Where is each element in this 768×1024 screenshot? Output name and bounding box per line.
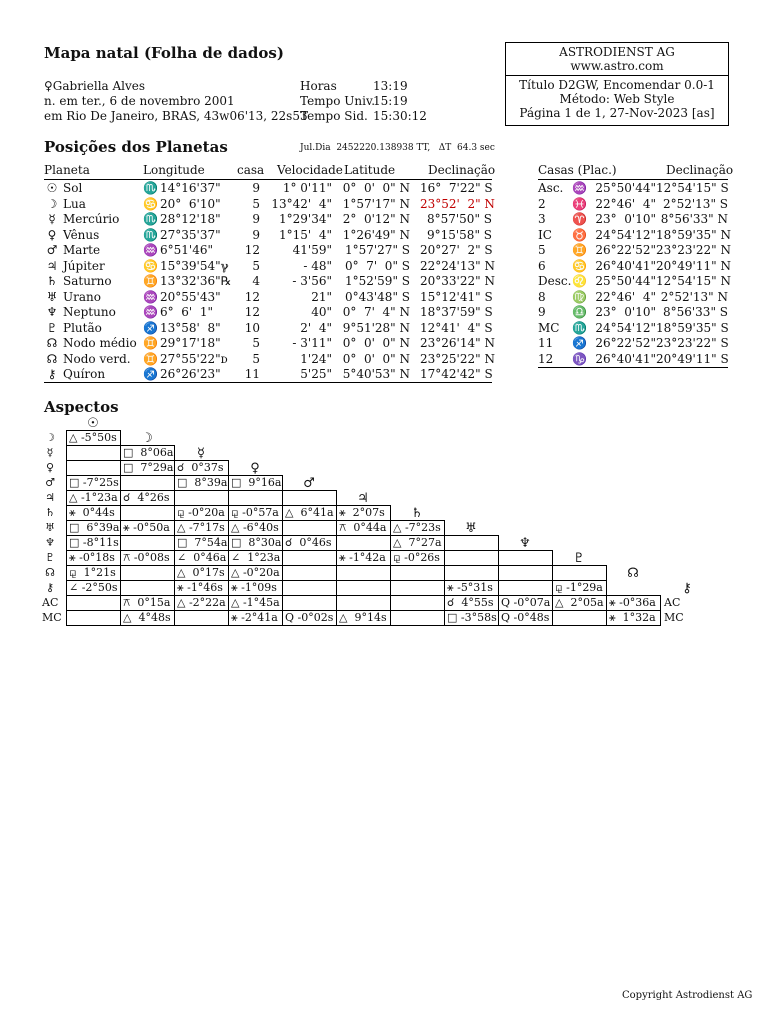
planet-longitude: 27°55'22"ᴅ: [160, 351, 228, 366]
house-longitude: 25°50'44": [595, 181, 656, 195]
house-longitude: 22°46' 4": [595, 289, 656, 304]
aspect-cell: [120, 475, 175, 491]
planet-name: Nodo médio: [63, 336, 137, 350]
col-header-house: casa: [237, 163, 265, 177]
aspect-cell: ☌ 4°26s: [120, 490, 175, 506]
planet-glyph: ☊: [46, 336, 58, 350]
aspect-cell: [282, 550, 337, 566]
planet-glyph: ♄: [46, 274, 58, 288]
planet-declination: 18°37'59" S: [420, 305, 493, 319]
planet-latitude: 0° 0' 0" N: [342, 336, 410, 350]
house-name: 2: [538, 196, 546, 211]
time-value-ut: 15:19: [373, 94, 408, 108]
house-declination: 2°52'13" N: [660, 289, 728, 304]
planet-latitude: 0°43'48" S: [344, 289, 410, 304]
aspect-cell: △ 6°41a: [282, 505, 337, 521]
planet-sign: ♒: [143, 289, 158, 304]
house-sign: ♐: [572, 336, 587, 350]
aspect-col-glyph: ⚷: [682, 581, 692, 596]
planet-speed: 1°15' 4": [279, 227, 332, 242]
time-value-hours: 13:19: [373, 79, 408, 93]
aspect-cell: ⚼ -0°20a: [174, 505, 229, 521]
aspect-cell: □ 6°39a: [66, 520, 121, 536]
house-sign: ♍: [572, 289, 587, 304]
aspect-cell: [444, 565, 499, 581]
aspect-cell: △ 2°05a: [552, 595, 607, 611]
aspect-cell: ⚹ -1°46s: [174, 580, 229, 596]
planet-glyph: ☿: [48, 212, 56, 226]
aspect-cell: [282, 595, 337, 611]
planet-longitude: 20° 6'10": [160, 196, 221, 211]
planet-speed: 40": [311, 305, 332, 319]
planet-longitude: 15°39'54"ℽ: [160, 258, 229, 273]
planet-house: 5: [252, 258, 260, 273]
planet-glyph: ♃: [46, 258, 58, 273]
house-declination: 20°49'11" N: [656, 258, 731, 273]
planet-house: 12: [244, 243, 260, 257]
aspect-cell: [66, 610, 121, 626]
planet-house: 12: [244, 289, 260, 304]
aspect-cell: [444, 550, 499, 566]
positions-bottom-rule: [44, 382, 492, 383]
aspect-row-glyph: ♃: [45, 491, 55, 504]
aspect-col-glyph: ♂: [303, 476, 315, 491]
aspect-cell: [390, 580, 445, 596]
house-longitude: 25°50'44": [595, 274, 656, 288]
aspect-cell: [336, 580, 391, 596]
planet-longitude: 13°32'36"℞: [160, 274, 232, 288]
aspect-cell: [120, 580, 175, 596]
planet-declination: 9°15'58" S: [426, 227, 492, 242]
aspect-cell: [336, 565, 391, 581]
aspect-row-glyph: ☿: [46, 446, 54, 459]
aspect-cell: ☌ 0°37s: [174, 460, 229, 476]
planet-longitude: 26°26'23": [160, 367, 221, 381]
house-declination: 12°54'15" N: [656, 274, 731, 288]
house-longitude: 23° 0'10": [595, 212, 656, 226]
houses-header-rule: [538, 179, 728, 180]
house-declination: 18°59'35" N: [656, 227, 731, 242]
aspect-col-glyph: ☉: [87, 416, 99, 431]
planet-speed: - 3'11": [292, 336, 332, 350]
aspect-cell: ☌ 0°46s: [282, 535, 337, 551]
company-url[interactable]: www.astro.com: [570, 59, 664, 73]
planet-sign: ♊: [143, 274, 158, 288]
planet-longitude: 28°12'18": [160, 212, 221, 226]
aspect-col-glyph: ♆: [519, 536, 531, 551]
aspect-cell: ⚹ -5°31s: [444, 580, 499, 596]
planet-glyph: ♂: [46, 243, 58, 257]
planet-house: 9: [252, 227, 260, 242]
house-longitude: 23° 0'10": [595, 305, 656, 319]
col-header-latitude: Latitude: [344, 163, 396, 177]
planet-latitude: 1°52'59" S: [344, 274, 410, 288]
aspect-row-glyph: AC: [42, 596, 59, 609]
planet-declination: 23°26'14" N: [420, 336, 495, 350]
aspect-cell: [336, 595, 391, 611]
planet-speed: 13°42' 4": [271, 196, 332, 211]
col-header-house-declination: Declinação: [666, 163, 734, 177]
planet-glyph: ♇: [46, 320, 58, 335]
planet-longitude: 27°35'37": [160, 227, 221, 242]
aspect-cell: △ -2°22a: [174, 595, 229, 611]
aspect-cell: ⚹ 1°32a: [606, 610, 661, 626]
planet-declination: 22°24'13" N: [420, 258, 495, 273]
planet-speed: 1° 0'11": [282, 181, 332, 195]
aspect-cell: △ 4°48s: [120, 610, 175, 626]
aspect-cell: ⚹ -1°09s: [228, 580, 283, 596]
aspect-cell: △ -0°20a: [228, 565, 283, 581]
planet-name: Neptuno: [63, 305, 116, 319]
house-sign: ♎: [572, 305, 587, 319]
planet-speed: - 48": [303, 258, 332, 273]
house-longitude: 24°54'12": [595, 227, 656, 242]
planet-declination: 17°42'42" S: [420, 367, 493, 381]
aspect-cell: △ -7°23s: [390, 520, 445, 536]
aspect-cell: △ -1°45a: [228, 595, 283, 611]
aspect-cell: [120, 505, 175, 521]
positions-header-rule: [44, 179, 492, 180]
aspect-cell: △ -7°17s: [174, 520, 229, 536]
planet-name: Mercúrio: [63, 212, 120, 226]
aspect-row-glyph: ♀: [45, 461, 55, 474]
birth-place: em Rio De Janeiro, BRAS, 43w06'13, 22s53: [44, 109, 308, 123]
planet-sign: ♒: [143, 243, 158, 257]
aspect-cell: [282, 490, 337, 506]
aspect-cell: [336, 535, 391, 551]
house-longitude: 26°40'41": [595, 258, 656, 273]
aspect-cell: [282, 565, 337, 581]
house-name: Desc.: [538, 274, 572, 288]
aspect-cell: [120, 565, 175, 581]
planet-latitude: 9°51'28" N: [342, 320, 410, 335]
house-name: 11: [538, 336, 554, 350]
aspect-cell: □ 8°30a: [228, 535, 283, 551]
aspect-cell: ⚹ -1°42a: [336, 550, 391, 566]
aspect-row-glyph: ♇: [45, 551, 55, 564]
planet-speed: 1'24": [300, 351, 332, 366]
aspect-row-glyph-right: AC: [664, 596, 681, 609]
aspect-cell: ⚼ -1°29a: [552, 580, 607, 596]
aspect-row-glyph: ⚷: [45, 581, 55, 594]
house-declination: 2°52'13" S: [662, 196, 728, 211]
aspect-cell: ⚹ 0°44s: [66, 505, 121, 521]
planet-latitude: 0° 7' 4" N: [342, 305, 410, 319]
time-label-sid: Tempo Sid.: [300, 109, 368, 123]
aspect-row-glyph: MC: [42, 611, 62, 624]
planet-sign: ♒: [143, 305, 158, 319]
planet-name: Saturno: [63, 274, 112, 288]
house-name: 8: [538, 289, 546, 304]
aspect-row-glyph: ♅: [45, 521, 55, 534]
house-declination: 18°59'35" S: [656, 320, 729, 335]
aspect-cell: ⚹ -0°50a: [120, 520, 175, 536]
planet-latitude: 0° 0' 0" N: [342, 351, 410, 366]
aspect-row-glyph: ☊: [45, 566, 55, 579]
aspect-cell: [66, 595, 121, 611]
planet-latitude: 0° 7' 0" S: [344, 258, 410, 273]
aspect-cell: □ 9°16a: [228, 475, 283, 491]
col-header-planet: Planeta: [44, 163, 90, 177]
aspect-cell: [552, 565, 607, 581]
planet-longitude: 6°51'46": [160, 243, 213, 257]
page-title: Mapa natal (Folha de dados): [44, 44, 284, 62]
aspect-row-glyph: ♄: [45, 506, 55, 519]
planet-latitude: 1°26'49" N: [342, 227, 410, 242]
planet-declination: 15°12'41" S: [420, 289, 493, 304]
house-name: 6: [538, 258, 546, 273]
planet-sign: ♋: [143, 196, 158, 211]
aspect-cell: ⚼ -0°57a: [228, 505, 283, 521]
aspect-cell: [120, 535, 175, 551]
aspect-cell: [498, 550, 553, 566]
house-sign: ♈: [572, 212, 587, 226]
house-longitude: 26°40'41": [595, 351, 656, 366]
planet-house: 11: [244, 367, 260, 381]
aspect-cell: [66, 460, 121, 476]
planet-sign: ♋: [143, 258, 158, 273]
house-longitude: 22°46' 4": [595, 196, 656, 211]
planet-latitude: 0° 0' 0" N: [342, 181, 410, 195]
aspect-cell: [390, 595, 445, 611]
aspect-cell: [444, 535, 499, 551]
planet-sign: ♏: [143, 227, 158, 242]
planet-longitude: 6° 6' 1": [160, 305, 213, 319]
aspect-cell: ⚼ -0°26s: [390, 550, 445, 566]
aspect-col-glyph: ☽: [141, 431, 153, 446]
planet-house: 5: [252, 196, 260, 211]
house-name: 3: [538, 212, 546, 226]
house-declination: 20°49'11" S: [656, 351, 729, 366]
planet-house: 9: [252, 181, 260, 195]
person-name: ♀Gabriella Alves: [44, 79, 146, 93]
house-name: 5: [538, 243, 546, 257]
aspect-row-glyph: ♆: [45, 536, 55, 549]
aspect-cell: ⚹ 2°07s: [336, 505, 391, 521]
aspect-col-glyph: ♃: [357, 491, 369, 506]
time-label-hours: Horas: [300, 79, 337, 93]
house-name: IC: [538, 227, 552, 242]
planet-latitude: 1°57'27" S: [344, 243, 410, 257]
house-sign: ♉: [572, 227, 587, 242]
col-header-declination: Declinação: [428, 163, 496, 177]
aspect-cell: ⚹ -0°18s: [66, 550, 121, 566]
house-declination: 8°56'33" N: [660, 212, 728, 226]
planet-house: 9: [252, 212, 260, 226]
col-header-longitude: Longitude: [143, 163, 205, 177]
aspect-cell: [66, 445, 121, 461]
planet-sign: ♊: [143, 351, 158, 366]
planet-glyph: ♆: [46, 305, 58, 319]
aspect-col-glyph: ♇: [573, 551, 585, 566]
planet-latitude: 2° 0'12" N: [342, 212, 410, 226]
aspect-cell: □ 8°06a: [120, 445, 175, 461]
planet-glyph: ⚷: [47, 367, 57, 381]
house-name: 9: [538, 305, 546, 319]
planet-longitude: 13°58' 8": [160, 320, 221, 335]
house-sign: ♊: [572, 243, 587, 257]
aspect-row-glyph: ♂: [45, 476, 55, 489]
page-info: Página 1 de 1, 27-Nov-2023 [as]: [519, 106, 715, 120]
birth-date: n. em ter., 6 de novembro 2001: [44, 94, 235, 108]
planet-speed: 41'59": [292, 243, 332, 257]
aspect-cell: □ -8°11s: [66, 535, 121, 551]
aspect-cell: Q -0°02s: [282, 610, 337, 626]
houses-bottom-rule: [538, 367, 728, 368]
aspect-cell: Q -0°07a: [498, 595, 553, 611]
company-name: ASTRODIENST AG: [559, 45, 675, 59]
aspect-cell: [390, 610, 445, 626]
planet-house: 12: [244, 305, 260, 319]
order-title: Título D2GW, Encomendar 0.0-1: [519, 78, 715, 92]
aspect-cell: [174, 490, 229, 506]
astrodienst-infobox: [505, 42, 729, 126]
house-sign: ♏: [572, 320, 587, 335]
aspect-cell: △ -1°23a: [66, 490, 121, 506]
aspects-title: Aspectos: [44, 398, 119, 416]
aspect-row-glyph: ☽: [45, 431, 55, 444]
aspect-cell: ∠ 0°46a: [174, 550, 229, 566]
aspect-cell: □ 8°39a: [174, 475, 229, 491]
aspect-cell: △ -5°50s: [66, 430, 121, 446]
aspect-cell: [498, 580, 553, 596]
house-name: Asc.: [538, 181, 564, 195]
planet-name: Urano: [63, 289, 101, 304]
aspect-cell: ⚼ 1°21s: [66, 565, 121, 581]
house-declination: 12°54'15" S: [656, 181, 729, 195]
aspect-col-glyph: ♄: [411, 506, 423, 521]
planet-speed: 21": [311, 289, 332, 304]
aspect-cell: △ 0°17s: [174, 565, 229, 581]
col-header-speed: Velocidade: [277, 163, 343, 177]
planet-sign: ♐: [143, 367, 158, 381]
planet-declination: 20°27' 2" S: [420, 243, 493, 257]
julian-day: Jul.Dia 2452220.138938 TT, ΔT 64.3 sec: [300, 143, 495, 153]
aspect-cell: ⚹ -0°36a: [606, 595, 661, 611]
aspect-cell: ⚹ -2°41a: [228, 610, 283, 626]
house-name: MC: [538, 320, 560, 335]
col-header-houses: Casas (Plac.): [538, 163, 617, 177]
house-longitude: 26°22'52": [595, 243, 656, 257]
house-declination: 8°56'33" S: [662, 305, 728, 319]
aspect-cell: □ 7°54a: [174, 535, 229, 551]
planet-glyph: ♅: [46, 289, 58, 304]
planet-speed: 1°29'34": [279, 212, 332, 226]
planet-declination: 12°41' 4" S: [420, 320, 493, 335]
planet-house: 4: [252, 274, 260, 288]
aspect-col-glyph: ☿: [197, 446, 205, 461]
house-name: 12: [538, 351, 554, 366]
aspect-cell: ⚻ 0°44a: [336, 520, 391, 536]
planet-name: Marte: [63, 243, 101, 257]
house-longitude: 26°22'52": [595, 336, 656, 350]
planet-name: Lua: [63, 196, 86, 211]
aspect-cell: [390, 565, 445, 581]
planet-house: 10: [244, 320, 260, 335]
aspect-row-glyph-right: MC: [664, 611, 684, 624]
planet-speed: 2' 4": [300, 320, 332, 335]
time-value-sid: 15:30:12: [373, 109, 427, 123]
aspect-cell: ⚻ 0°15a: [120, 595, 175, 611]
aspect-cell: [498, 565, 553, 581]
aspect-cell: □ -7°25s: [66, 475, 121, 491]
aspect-cell: ∠ 1°23a: [228, 550, 283, 566]
planet-glyph: ☽: [46, 196, 58, 211]
planet-glyph: ☉: [46, 181, 58, 195]
planet-speed: 5'25": [300, 367, 332, 381]
house-sign: ♋: [572, 258, 587, 273]
planet-glyph: ♀: [47, 227, 57, 242]
aspect-cell: [282, 520, 337, 536]
planet-name: Vênus: [63, 227, 100, 242]
aspect-cell: ☌ 4°55s: [444, 595, 499, 611]
planet-declination: 23°25'22" N: [420, 351, 495, 366]
planet-sign: ♐: [143, 320, 158, 335]
house-sign: ♓: [572, 196, 587, 211]
planet-house: 5: [252, 336, 260, 350]
aspect-cell: △ 9°14s: [336, 610, 391, 626]
aspect-cell: △ 7°27a: [390, 535, 445, 551]
order-method: Método: Web Style: [559, 92, 675, 106]
aspect-cell: Q -0°48s: [498, 610, 553, 626]
copyright: Copyright Astrodienst AG: [622, 990, 753, 1001]
aspect-cell: [228, 490, 283, 506]
aspect-col-glyph: ♅: [465, 521, 477, 536]
planet-declination: 23°52' 2" N: [420, 196, 495, 211]
planet-declination: 16° 7'22" S: [420, 181, 493, 195]
planet-name: Sol: [63, 181, 83, 195]
aspect-cell: □ 7°29a: [120, 460, 175, 476]
planet-sign: ♏: [143, 181, 158, 195]
house-declination: 23°23'22" S: [656, 336, 729, 350]
planet-sign: ♊: [143, 336, 158, 350]
positions-title: Posições dos Planetas: [44, 138, 228, 156]
planet-sign: ♏: [143, 212, 158, 226]
aspect-cell: ∠ -2°50s: [66, 580, 121, 596]
aspect-col-glyph: ☊: [627, 566, 639, 581]
planet-name: Plutão: [63, 320, 102, 335]
house-longitude: 24°54'12": [595, 320, 656, 335]
planet-name: Nodo verd.: [63, 351, 131, 366]
planet-name: Quíron: [63, 367, 106, 381]
planet-declination: 20°33'22" N: [420, 274, 495, 288]
planet-name: Júpiter: [63, 258, 105, 273]
planet-speed: - 3'56": [292, 274, 332, 288]
aspect-col-glyph: ♀: [250, 461, 260, 476]
planet-glyph: ☊: [46, 351, 58, 366]
house-sign: ♌: [572, 274, 587, 288]
time-label-ut: Tempo Univ.: [300, 94, 376, 108]
planet-declination: 8°57'50" S: [426, 212, 492, 226]
planet-latitude: 5°40'53" N: [342, 367, 410, 381]
aspect-cell: [552, 610, 607, 626]
planet-house: 5: [252, 351, 260, 366]
planet-longitude: 29°17'18": [160, 336, 221, 350]
planet-latitude: 1°57'17" N: [342, 196, 410, 211]
house-sign: ♑: [572, 351, 587, 366]
aspect-cell: ⚻ -0°08s: [120, 550, 175, 566]
planet-longitude: 20°55'43": [160, 289, 221, 304]
aspect-cell: △ -6°40s: [228, 520, 283, 536]
aspect-cell: [282, 580, 337, 596]
house-sign: ♒: [572, 181, 587, 195]
aspect-cell: □ -3°58s: [444, 610, 499, 626]
planet-longitude: 14°16'37": [160, 181, 221, 195]
house-declination: 23°23'22" N: [656, 243, 731, 257]
aspect-cell: [174, 610, 229, 626]
